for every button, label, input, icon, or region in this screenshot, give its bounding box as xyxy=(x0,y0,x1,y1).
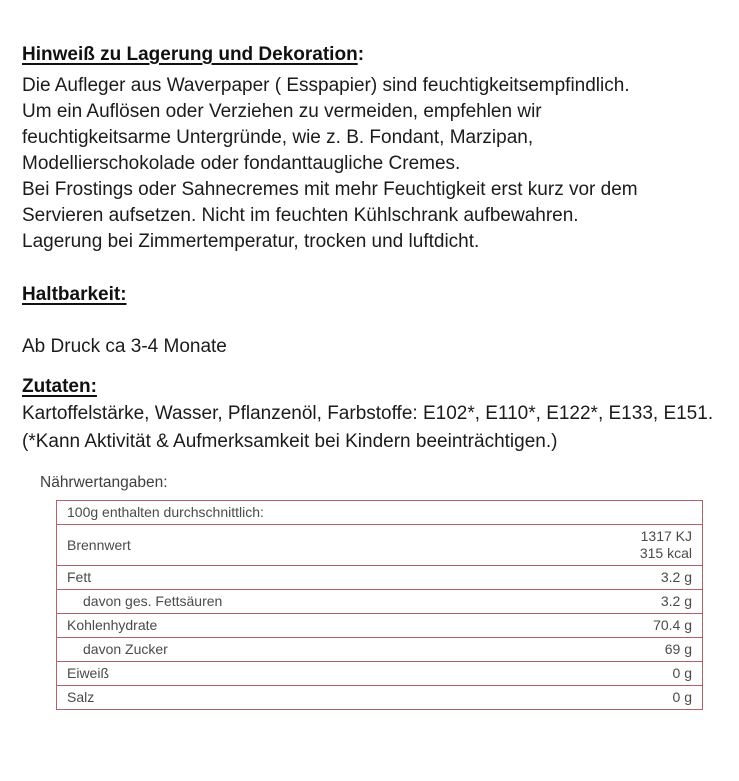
nutrient-value: 3.2 g xyxy=(380,590,703,614)
nutrient-label: Kohlenhydrate xyxy=(57,614,380,638)
ingredients-text-line: Kartoffelstärke, Wasser, Pflanzenöl, Farbstoffe: E102*, E110*, E122*, E133, E151. xyxy=(22,403,714,424)
nutrient-value-line: 1317 KJ xyxy=(640,528,692,544)
table-row-kohlenhydrate xyxy=(57,614,703,638)
nutrient-value: 70.4 g xyxy=(380,614,703,638)
shelf-life-heading xyxy=(22,282,717,308)
table-row-fett xyxy=(57,566,703,590)
table-row-salz xyxy=(57,686,703,710)
product-description-page xyxy=(0,42,739,781)
shelf-life-heading-text: Haltbarkeit: xyxy=(22,284,127,305)
nutrition-label: Nährwertangaben: xyxy=(40,474,168,491)
nutrient-label: Salz xyxy=(57,686,380,710)
nutrient-value: 0 g xyxy=(380,662,703,686)
nutrient-label: Fett xyxy=(57,566,380,590)
storage-heading xyxy=(22,42,717,68)
storage-section xyxy=(22,42,717,255)
table-header-cell: 100g enthalten durchschnittlich: xyxy=(57,501,703,525)
storage-heading-colon: : xyxy=(357,44,365,65)
ingredients-paragraph xyxy=(22,400,717,455)
storage-text-line: Um ein Auflösen oder Verziehen zu vermeiden, empfehlen wir xyxy=(22,101,542,122)
nutrient-value xyxy=(380,525,703,566)
shelf-life-text: Ab Druck ca 3-4 Monate xyxy=(22,336,227,357)
nutrient-value: 3.2 g xyxy=(380,566,703,590)
nutrient-label: Eiweiß xyxy=(57,662,380,686)
table-row-brennwert xyxy=(57,525,703,566)
shelf-life-section xyxy=(22,282,717,360)
table-header-row xyxy=(57,501,703,525)
ingredients-heading xyxy=(22,375,717,399)
storage-text-line: Die Aufleger aus Waverpaper ( Esspapier) sind feuchtigkeitsempfindlich. xyxy=(22,75,630,96)
nutrient-value: 69 g xyxy=(380,638,703,662)
storage-heading-text: Hinweiß zu Lagerung und Dekoration xyxy=(22,44,358,65)
nutrient-value-line: 315 kcal xyxy=(639,545,692,561)
ingredients-heading-text: Zutaten: xyxy=(22,376,97,397)
storage-text-line: Modellierschokolade oder fondanttaugliche Cremes. xyxy=(22,153,461,174)
table-row-eiweiss xyxy=(57,662,703,686)
nutrient-label: Brennwert xyxy=(57,525,380,566)
storage-text-line: Lagerung bei Zimmertemperatur, trocken und luftdicht. xyxy=(22,231,480,252)
ingredients-section xyxy=(22,375,717,455)
nutrient-value: 0 g xyxy=(380,686,703,710)
storage-paragraph xyxy=(22,73,717,255)
storage-text-line: feuchtigkeitsarme Untergründe, wie z. B. Fondant, Marzipan, xyxy=(22,127,534,148)
nutrient-label: davon ges. Fettsäuren xyxy=(57,590,380,614)
ingredients-text-line: (*Kann Aktivität & Aufmerksamkeit bei Kindern beeinträchtigen.) xyxy=(22,430,558,452)
storage-text-line: Servieren aufsetzen. Nicht im feuchten Kühlschrank aufbewahren. xyxy=(22,205,579,226)
table-row-zucker xyxy=(57,638,703,662)
storage-text-line: Bei Frostings oder Sahnecremes mit mehr Feuchtigkeit erst kurz vor dem xyxy=(22,179,638,200)
nutrient-label: davon Zucker xyxy=(57,638,380,662)
nutrition-section xyxy=(22,473,717,710)
table-row-fettsaeuren xyxy=(57,590,703,614)
nutrition-table xyxy=(56,500,703,710)
